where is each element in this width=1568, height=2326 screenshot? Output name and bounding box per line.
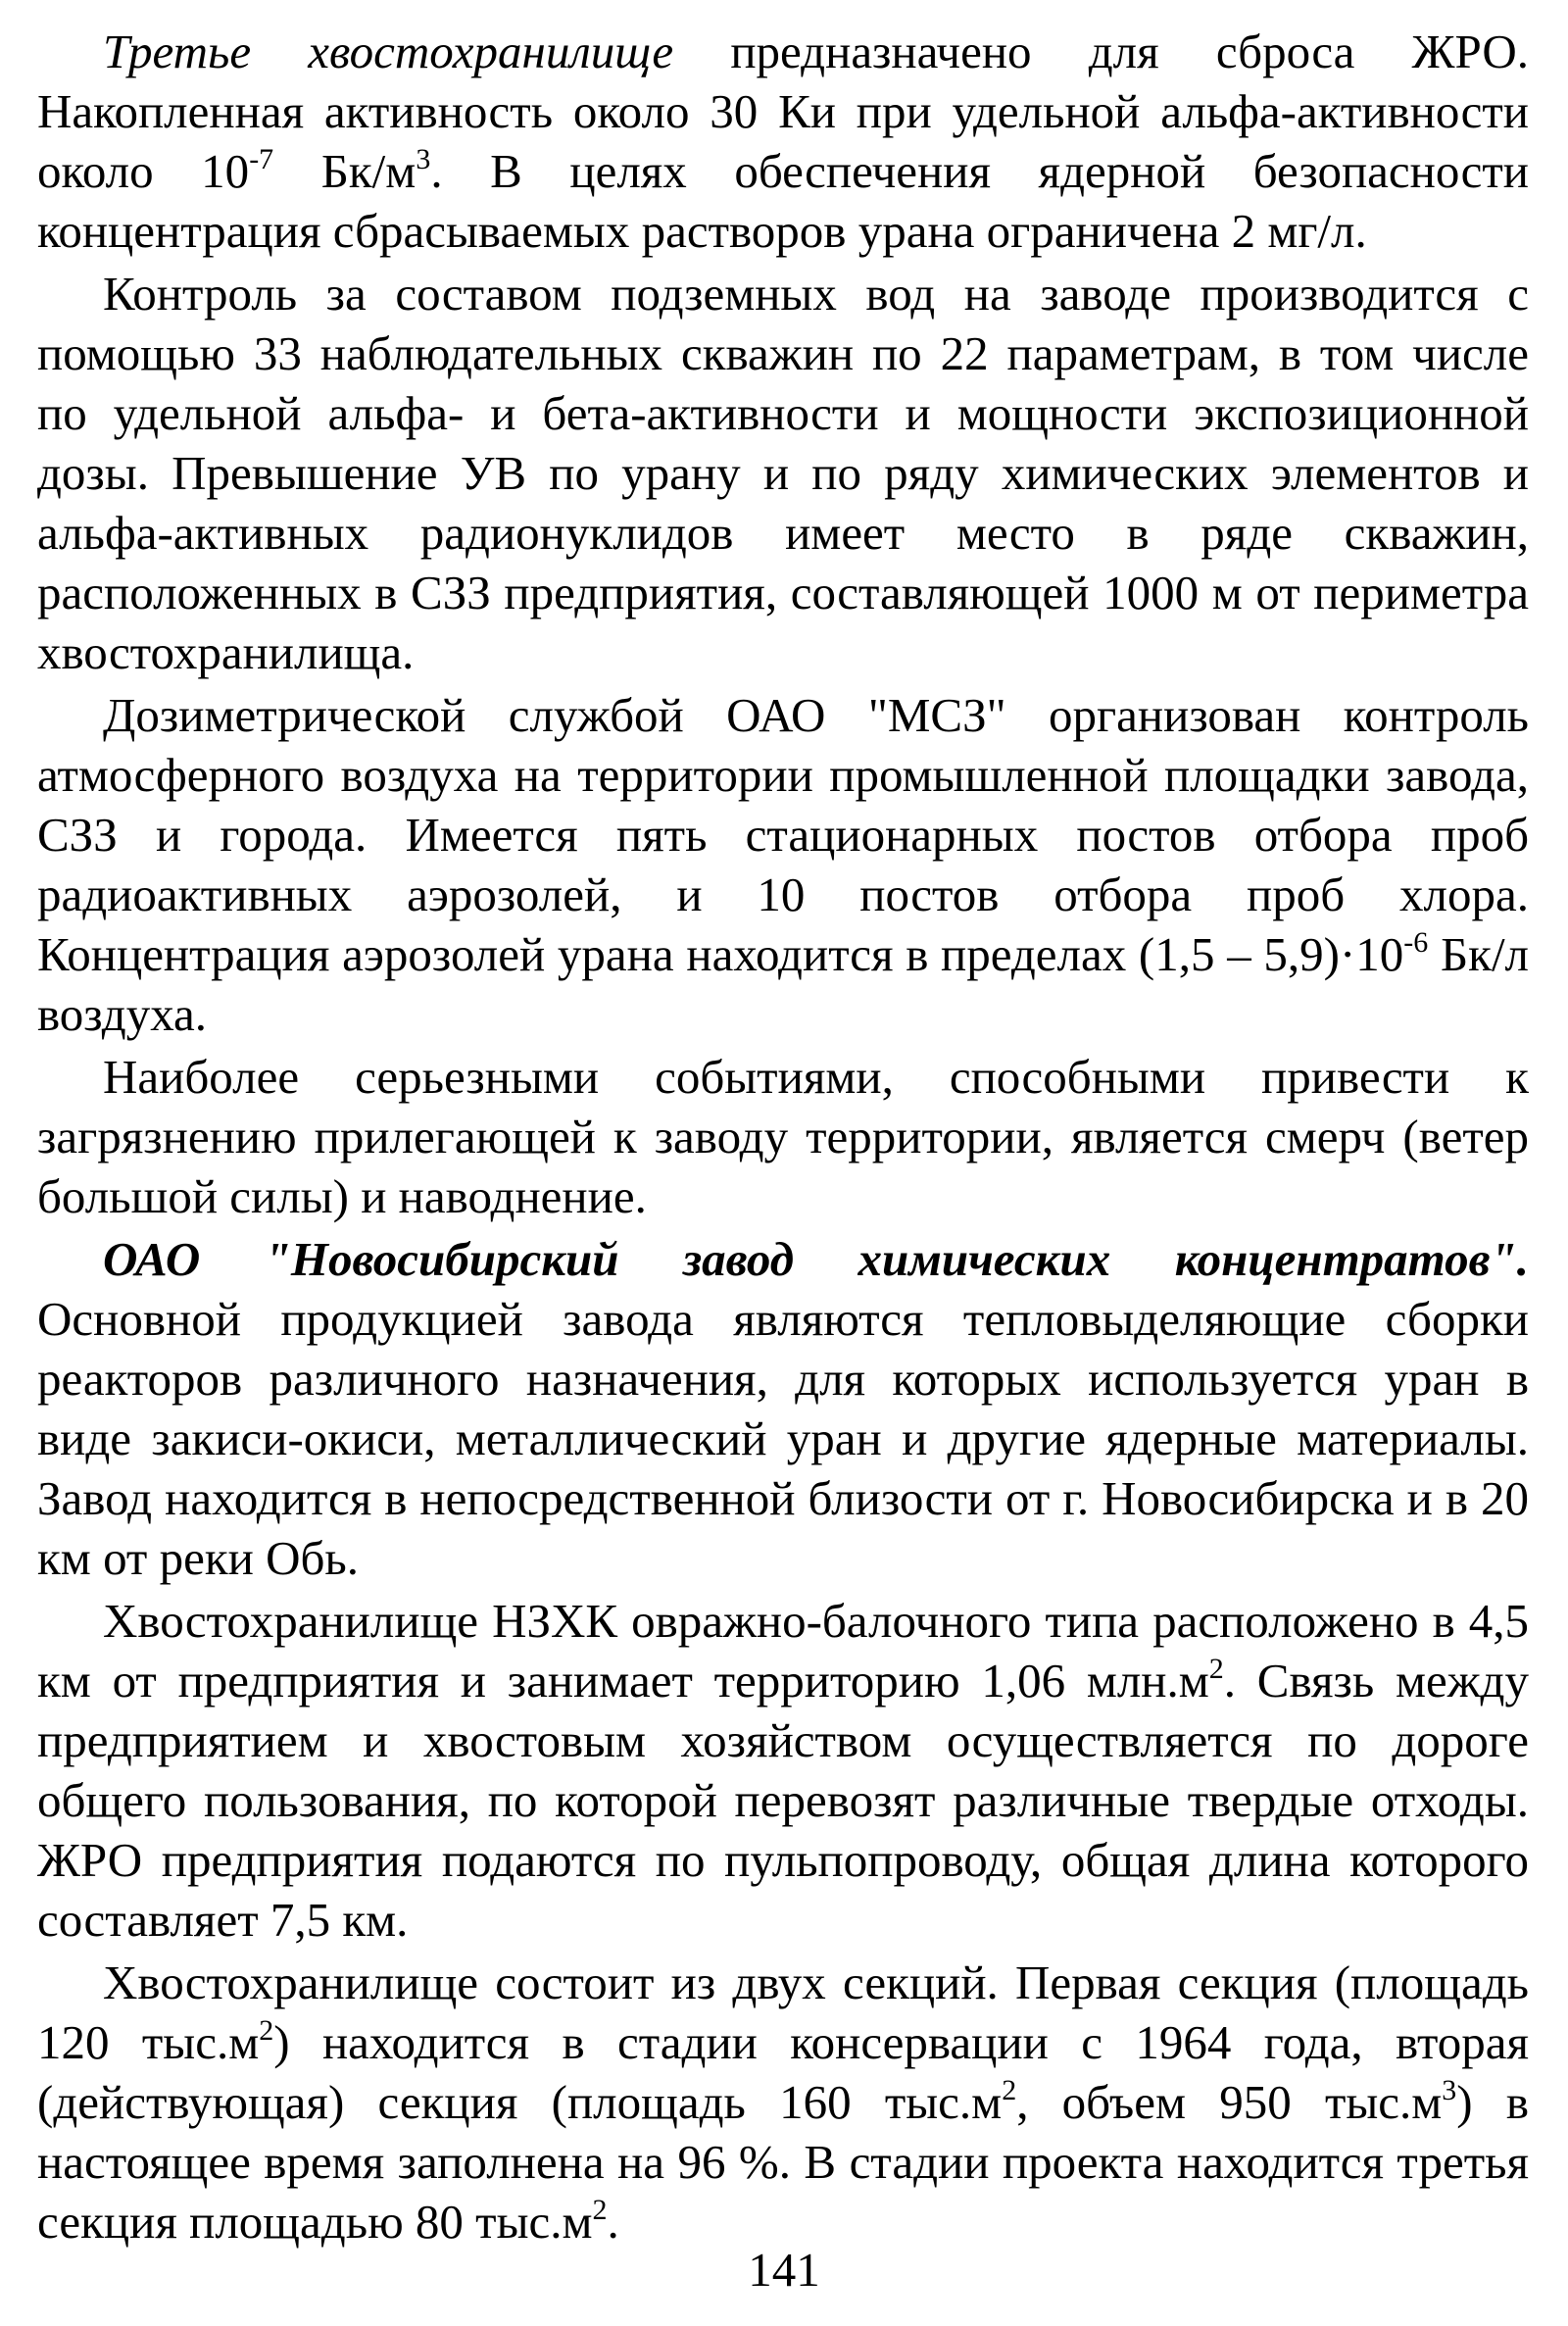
text-run: Дозиметрической службой ОАО "МСЗ" организован контроль атмосферного воздуха на территории промышленной площадки завода, СЗЗ и города. Имеется пять стационарных постов отбора проб радиоактивных аэрозолей, и 10 постов отбора проб хлора. Концентрация аэрозолей урана находится в пределах (1,5 – 5,9)·10 bbox=[37, 688, 1529, 981]
italic-lead: Третье хвостохранилище bbox=[103, 25, 674, 78]
text-run: ) находится в стадии консервации с 1964 года, вторая (действующая) секция (площадь 160 тыс.м bbox=[37, 2015, 1529, 2129]
paragraph-air-monitoring bbox=[37, 685, 1529, 1044]
text-run: ) в настоящее время заполнена на 96 %. В стадии проекта находится третья секция площадью 80 тыс.м bbox=[37, 2075, 1529, 2249]
superscript: 2 bbox=[1002, 2074, 1017, 2106]
paragraph-tailings-sections bbox=[37, 1953, 1529, 2252]
superscript: 3 bbox=[1442, 2074, 1457, 2106]
text-run: Бк/м bbox=[273, 144, 416, 198]
page-number: 141 bbox=[748, 2243, 820, 2297]
paragraph-nzhk-plant bbox=[37, 1229, 1529, 1588]
superscript: 2 bbox=[1208, 1653, 1224, 1685]
text-run: . В целях обеспечения ядерной безопасности концентрация сбрасываемых растворов урана ограничена 2 мг/л. bbox=[37, 144, 1530, 258]
text-run: Основной продукцией завода являются тепловыделяющие сборки реакторов различного назначения, для которых используется уран в виде закиси-окиси, металлический уран и другие ядерные материалы. Завод находится в непосредственной близости от г. Новосибирска и в 20 км от реки Обь. bbox=[37, 1292, 1529, 1585]
paragraph-third-tailings bbox=[37, 22, 1529, 261]
paragraph-nzhk-tailings bbox=[37, 1591, 1529, 1950]
text-run: Хвостохранилище НЗХК овражно-балочного типа расположено в 4,5 км от предприятия и занимает территорию 1,06 млн.м bbox=[37, 1594, 1529, 1707]
text-run: Наиболее серьезными событиями, способными привести к загрязнению прилегающей к заводу территории, является смерч (ветер большой силы) и наводнение. bbox=[37, 1050, 1529, 1223]
paragraph-hazard-events bbox=[37, 1047, 1529, 1226]
paragraph-groundwater-control bbox=[37, 264, 1529, 682]
page-body bbox=[37, 22, 1529, 2252]
text-run: Контроль за составом подземных вод на заводе производится с помощью 33 наблюдательных скважин по 22 параметрам, в том числе по удельной альфа- и бета-активности и мощности экспозиционной дозы. Превышение УВ по урану и по ряду химических элементов и альфа-активных радионуклидов имеет место в ряде скважин, расположенных в СЗЗ предприятия, составляющей 1000 м от периметра хвостохранилища. bbox=[37, 267, 1529, 679]
text-run: . bbox=[607, 2195, 619, 2249]
text-run: . Связь между предприятием и хвостовым хозяйством осуществляется по дороге общего пользования, по которой перевозят различные твердые отходы. ЖРО предприятия подаются по пульпопроводу, общая длина которого составляет 7,5 км. bbox=[37, 1654, 1529, 1947]
superscript: -7 bbox=[249, 143, 274, 175]
superscript: -6 bbox=[1403, 926, 1429, 959]
superscript: 2 bbox=[259, 2014, 274, 2047]
text-run: предназначено для сброса ЖРО. Накопленная активность около 30 Ки при удельной альфа-активности около 10 bbox=[37, 25, 1529, 198]
text-run: , объем 950 тыс.м bbox=[1016, 2075, 1443, 2129]
text-run: Хвостохранилище состоит из двух секций. Первая секция (площадь 120 тыс.м bbox=[37, 1955, 1529, 2069]
text-run: Бк/л воздуха. bbox=[37, 927, 1530, 1041]
superscript: 3 bbox=[416, 143, 431, 175]
superscript: 2 bbox=[592, 2194, 608, 2226]
bold-italic-lead: ОАО "Новосибирский завод химических концентратов". bbox=[103, 1232, 1529, 1286]
